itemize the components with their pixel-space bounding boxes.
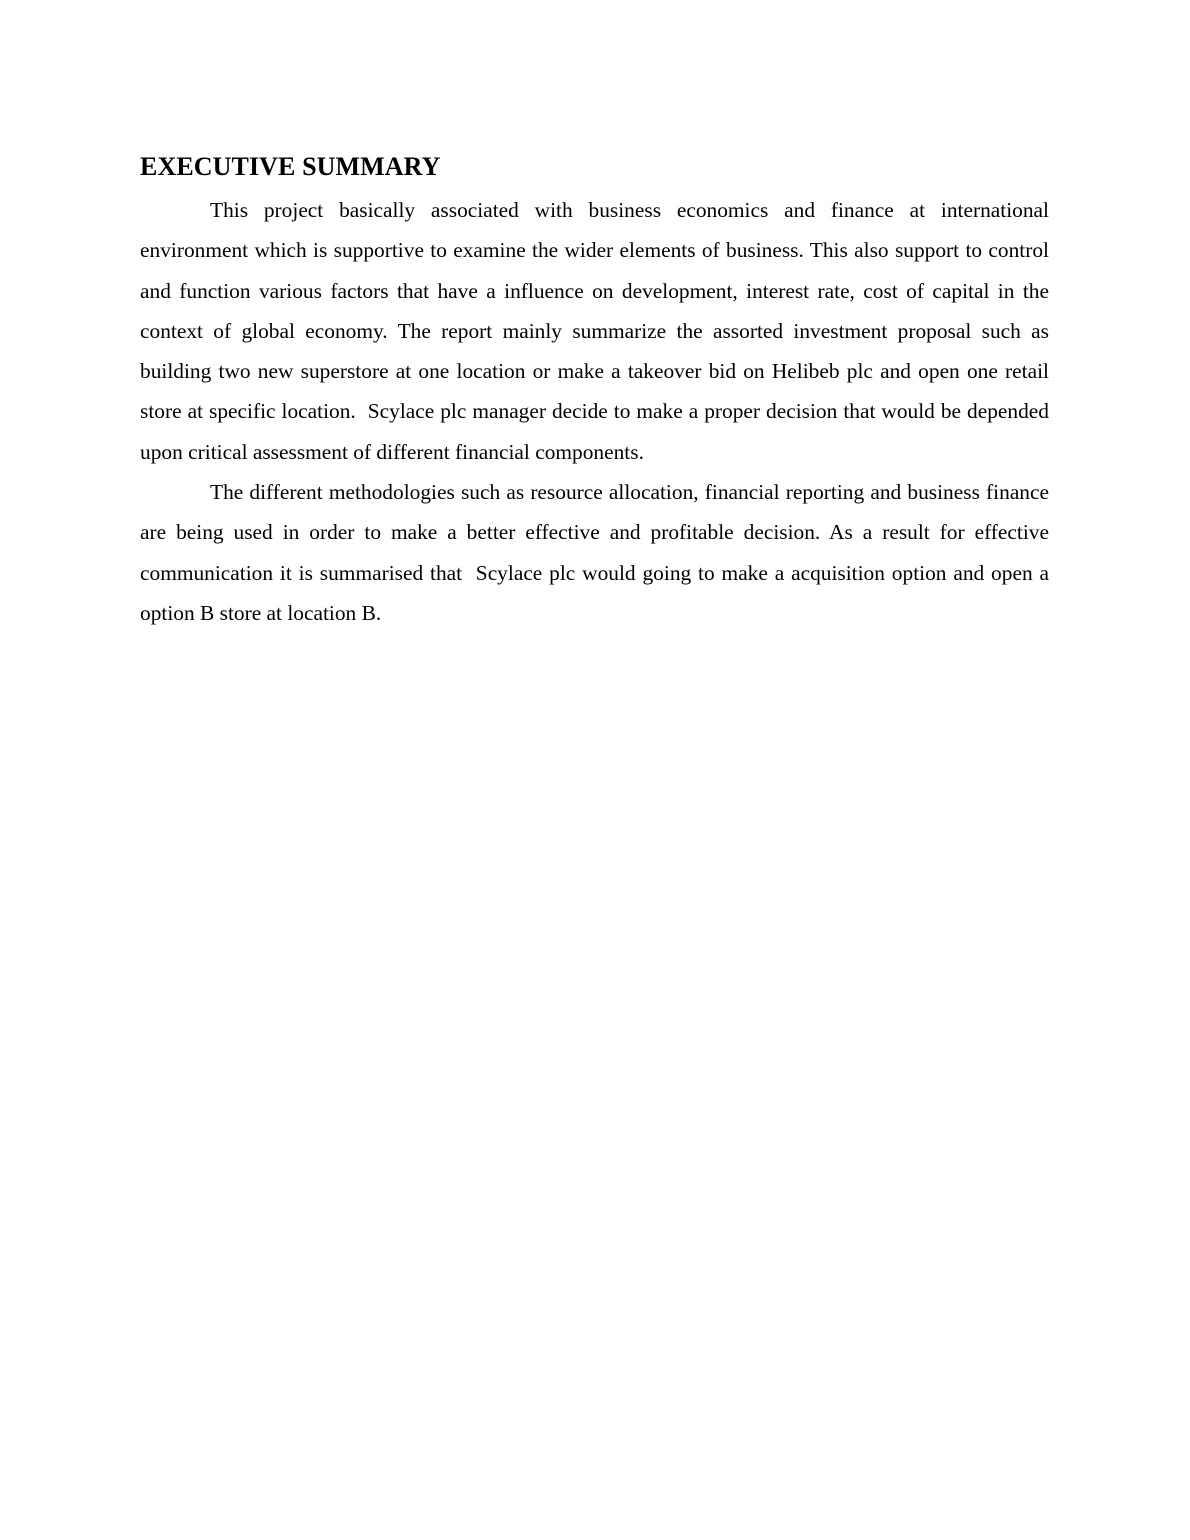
paragraph-1: This project basically associated with business economics and finance at international environment which is supportive to examine the wider elements of business. This also support to control and function various factors that have a influence on development, interest rate, cost of capital in the context of global economy. The report mainly summarize the assorted investment proposal such as building two new superstore at one location or make a takeover bid on Helibeb plc and open one retail store at specific location. Scylace plc manager decide to make a proper decision that would be depended upon critical assessment of different financial components. xyxy=(140,198,1055,464)
document-body xyxy=(140,150,1055,633)
paragraph-2: The different methodologies such as resource allocation, financial reporting and business finance are being used in order to make a better effective and profitable decision. As a result for effective communication it is summarised that Scylace plc would going to make a acquisition option and open a option B store at location B. xyxy=(140,480,1055,625)
section-heading: EXECUTIVE SUMMARY xyxy=(140,152,441,181)
